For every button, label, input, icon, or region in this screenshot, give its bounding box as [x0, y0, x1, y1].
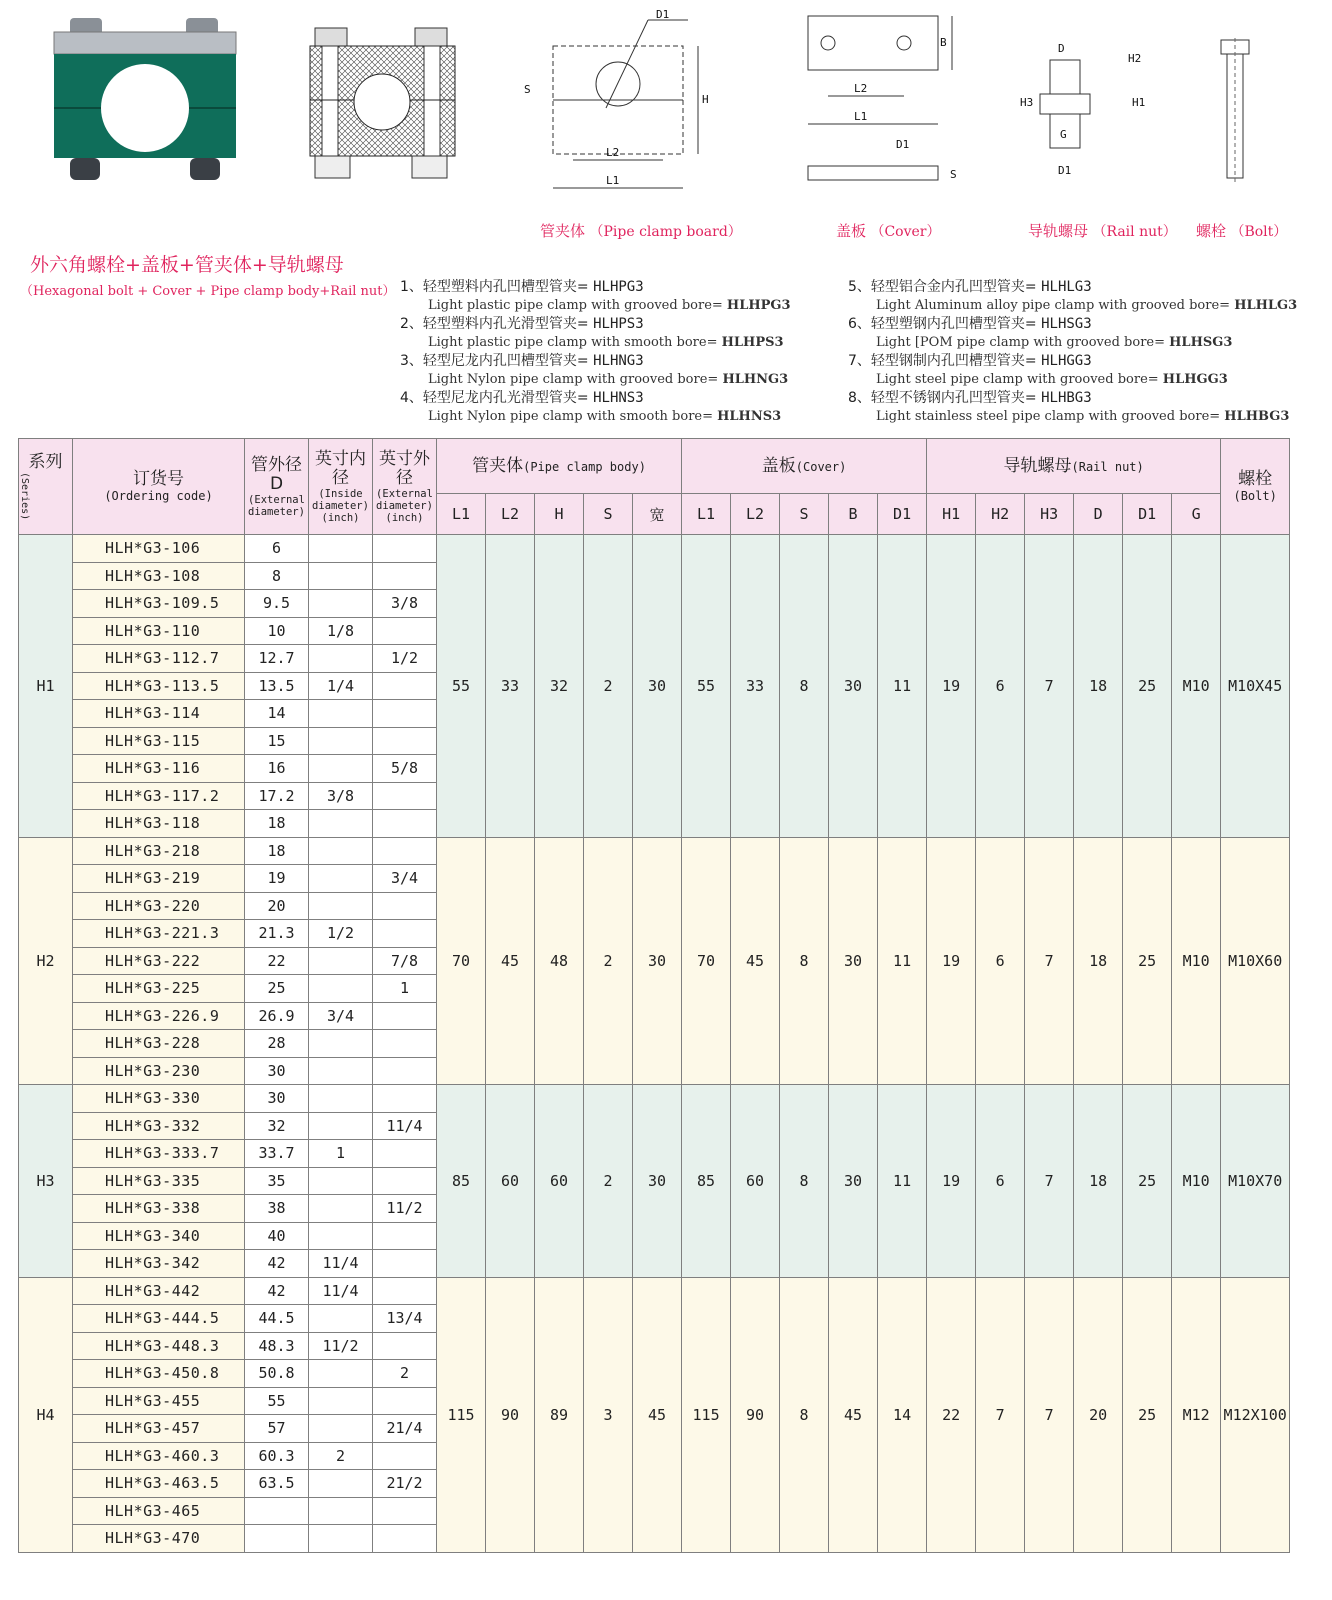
dimension-cell: 18	[1074, 535, 1123, 838]
inch-inside-cell: 1/8	[309, 617, 373, 645]
dimension-cell: 115	[682, 1277, 731, 1552]
inch-inside-cell	[309, 645, 373, 673]
inch-inside-cell: 1/4	[309, 672, 373, 700]
dimension-cell: 2	[584, 1085, 633, 1278]
outer-diameter-cell: 15	[245, 727, 309, 755]
ordering-code-cell: HLH*G3-448.3	[73, 1332, 245, 1360]
ordering-code-cell: HLH*G3-118	[73, 810, 245, 838]
series-cell: H1	[19, 535, 73, 838]
inch-outside-cell	[373, 1057, 437, 1085]
outer-diameter-cell	[245, 1525, 309, 1553]
inch-outside-cell: 21/4	[373, 1415, 437, 1443]
dimension-cell: 19	[927, 1085, 976, 1278]
dimension-cell: 90	[486, 1277, 535, 1552]
dimension-cell: M10	[1172, 535, 1221, 838]
ordering-code-cell: HLH*G3-113.5	[73, 672, 245, 700]
dimension-cell: 30	[829, 837, 878, 1085]
inch-outside-cell: 21/2	[373, 1470, 437, 1498]
inch-outside-cell: 1/2	[373, 645, 437, 673]
outer-diameter-cell: 30	[245, 1057, 309, 1085]
dimension-cell: 8	[780, 1085, 829, 1278]
ordering-code-cell: HLH*G3-465	[73, 1497, 245, 1525]
dimension-cell: 70	[682, 837, 731, 1085]
inch-inside-cell	[309, 837, 373, 865]
dimension-cell: 89	[535, 1277, 584, 1552]
dimension-column-header: H3	[1025, 494, 1074, 535]
series-cell: H4	[19, 1277, 73, 1552]
type-item: 6、轻型塑钢内孔凹槽型管夹= HLHSG3 Light [POM pipe clamp with grooved bore= HLHSG3	[848, 316, 1233, 350]
dimension-column-header: L2	[486, 494, 535, 535]
dimension-column-header: L1	[437, 494, 486, 535]
inch-inside-cell	[309, 1415, 373, 1443]
outer-diameter-cell: 18	[245, 810, 309, 838]
inch-inside-cell: 11/4	[309, 1277, 373, 1305]
table-row	[19, 1085, 1290, 1113]
dimension-cell: 7	[1025, 1085, 1074, 1278]
ordering-code-cell: HLH*G3-335	[73, 1167, 245, 1195]
outer-diameter-cell: 32	[245, 1112, 309, 1140]
inch-outside-cell: 3/4	[373, 865, 437, 893]
dimension-cell: 7	[1025, 1277, 1074, 1552]
outer-diameter-cell: 48.3	[245, 1332, 309, 1360]
outer-diameter-cell: 35	[245, 1167, 309, 1195]
ordering-code-cell: HLH*G3-220	[73, 892, 245, 920]
svg-text:D1: D1	[896, 138, 910, 151]
ordering-code-cell: HLH*G3-442	[73, 1277, 245, 1305]
dimension-cell: 30	[633, 1085, 682, 1278]
rail-nut-drawing	[1010, 30, 1160, 190]
dimension-column-header: L1	[682, 494, 731, 535]
ordering-code-cell: HLH*G3-342	[73, 1250, 245, 1278]
dimension-cell: 115	[437, 1277, 486, 1552]
outer-diameter-header: 管外径D (External diameter)	[245, 439, 309, 535]
inch-inside-cell	[309, 1195, 373, 1223]
dimension-cell: 45	[731, 837, 780, 1085]
outer-diameter-cell: 26.9	[245, 1002, 309, 1030]
outer-diameter-cell: 42	[245, 1250, 309, 1278]
bolt-cell: M10X60	[1221, 837, 1290, 1085]
outer-diameter-cell: 17.2	[245, 782, 309, 810]
dimension-cell: M10	[1172, 1085, 1221, 1278]
dimension-cell: 6	[976, 837, 1025, 1085]
svg-text:L1: L1	[854, 110, 868, 123]
inch-inside-cell	[309, 947, 373, 975]
dimension-cell: 18	[1074, 1085, 1123, 1278]
inch-outside-cell	[373, 1250, 437, 1278]
dimension-cell: 8	[780, 837, 829, 1085]
section-drawing	[300, 20, 470, 190]
bolt-header: 螺栓 (Bolt)	[1221, 439, 1290, 535]
dimension-cell: 7	[1025, 837, 1074, 1085]
inch-inside-cell	[309, 1470, 373, 1498]
outer-diameter-cell: 12.7	[245, 645, 309, 673]
caption-rail-nut: 导轨螺母 （Rail nut）	[1028, 222, 1177, 240]
dimension-cell: 45	[829, 1277, 878, 1552]
inch-outside-cell	[373, 1442, 437, 1470]
outer-diameter-cell: 18	[245, 837, 309, 865]
outer-diameter-cell: 25	[245, 975, 309, 1003]
outer-diameter-cell: 22	[245, 947, 309, 975]
inch-inside-cell: 11/4	[309, 1250, 373, 1278]
ordering-code-cell: HLH*G3-340	[73, 1222, 245, 1250]
dimension-cell: 60	[731, 1085, 780, 1278]
ordering-code-cell: HLH*G3-463.5	[73, 1470, 245, 1498]
inch-inside-cell	[309, 562, 373, 590]
clamp-board-drawing	[518, 8, 728, 198]
cover-drawing	[800, 8, 970, 198]
dimension-column-header: D	[1074, 494, 1123, 535]
type-item: 3、轻型尼龙内孔凹槽型管夹= HLHNG3 Light Nylon pipe clamp with grooved bore= HLHNG3	[400, 353, 789, 387]
outer-diameter-cell: 30	[245, 1085, 309, 1113]
ordering-code-cell: HLH*G3-110	[73, 617, 245, 645]
type-item: 4、轻型尼龙内孔光滑型管夹= HLHNS3 Light Nylon pipe clamp with smooth bore= HLHNS3	[400, 390, 782, 424]
outer-diameter-cell: 10	[245, 617, 309, 645]
inch-outside-cell	[373, 1277, 437, 1305]
outer-diameter-cell: 38	[245, 1195, 309, 1223]
dimension-cell: 11	[878, 535, 927, 838]
svg-text:G: G	[1060, 128, 1067, 141]
outer-diameter-cell: 19	[245, 865, 309, 893]
svg-text:H: H	[702, 93, 709, 106]
dimension-cell: 22	[927, 1277, 976, 1552]
inch-outside-cell	[373, 1222, 437, 1250]
ordering-code-cell: HLH*G3-444.5	[73, 1305, 245, 1333]
inch-inside-cell	[309, 1497, 373, 1525]
dimension-cell: 48	[535, 837, 584, 1085]
dimension-cell: 33	[486, 535, 535, 838]
outer-diameter-cell: 44.5	[245, 1305, 309, 1333]
dimension-cell: 2	[584, 535, 633, 838]
dimension-column-header: B	[829, 494, 878, 535]
inch-inside-cell	[309, 975, 373, 1003]
inch-outside-cell	[373, 727, 437, 755]
outer-diameter-cell: 6	[245, 535, 309, 563]
dimension-cell: M12	[1172, 1277, 1221, 1552]
ordering-code-cell: HLH*G3-330	[73, 1085, 245, 1113]
outer-diameter-cell: 55	[245, 1387, 309, 1415]
ordering-code-cell: HLH*G3-450.8	[73, 1360, 245, 1388]
bolt-cell: M10X70	[1221, 1085, 1290, 1278]
type-item: 1、轻型塑料内孔凹槽型管夹= HLHPG3 Light plastic pipe clamp with grooved bore= HLHPG3	[400, 279, 791, 313]
svg-text:D1: D1	[656, 8, 670, 21]
inch-outside-cell	[373, 1497, 437, 1525]
inch-outside-cell: 11/2	[373, 1195, 437, 1223]
type-item: 7、轻型钢制内孔凹槽型管夹= HLHGG3 Light steel pipe clamp with grooved bore= HLHGG3	[848, 353, 1228, 387]
type-list-left	[400, 278, 791, 426]
dimension-cell: 8	[780, 1277, 829, 1552]
ordering-code-cell: HLH*G3-109.5	[73, 590, 245, 618]
dimension-column-header: D1	[1123, 494, 1172, 535]
inch-inside-cell	[309, 810, 373, 838]
bolt-cell: M10X45	[1221, 535, 1290, 838]
dimension-cell: 45	[633, 1277, 682, 1552]
inch-inside-cell	[309, 865, 373, 893]
inch-inside-cell	[309, 700, 373, 728]
dimension-cell: 30	[829, 535, 878, 838]
svg-text:L1: L1	[606, 174, 620, 187]
dimension-cell: 25	[1123, 837, 1172, 1085]
outer-diameter-cell: 60.3	[245, 1442, 309, 1470]
inch-inside-cell	[309, 1112, 373, 1140]
ordering-code-cell: HLH*G3-114	[73, 700, 245, 728]
table-row	[19, 1277, 1290, 1305]
inch-inside-cell: 3/8	[309, 782, 373, 810]
outer-diameter-cell: 13.5	[245, 672, 309, 700]
dimension-column-header: 宽	[633, 494, 682, 535]
type-item: 5、轻型铝合金内孔凹型管夹= HLHLG3 Light Aluminum alloy pipe clamp with grooved bore= HLHLG3	[848, 279, 1298, 313]
rail-nut-header: 导轨螺母(Rail nut)	[927, 439, 1221, 494]
inch-inside-cell: 11/2	[309, 1332, 373, 1360]
dimension-cell: 55	[682, 535, 731, 838]
bolt-drawing	[1215, 38, 1255, 183]
inch-outside-cell	[373, 562, 437, 590]
inch-inside-cell	[309, 1167, 373, 1195]
inch-outside-cell: 3/8	[373, 590, 437, 618]
dimension-cell: 14	[878, 1277, 927, 1552]
inch-outside-cell	[373, 920, 437, 948]
spec-body	[19, 535, 1290, 1553]
dimension-column-header: G	[1172, 494, 1221, 535]
dimension-cell: 55	[437, 535, 486, 838]
outer-diameter-cell: 21.3	[245, 920, 309, 948]
inch-inside-cell	[309, 590, 373, 618]
svg-text:H3: H3	[1020, 96, 1034, 109]
dimension-column-header: H1	[927, 494, 976, 535]
inch-outside-cell: 2	[373, 1360, 437, 1388]
dimension-cell: 8	[780, 535, 829, 838]
inch-outside-cell	[373, 1085, 437, 1113]
inch-outside-cell	[373, 617, 437, 645]
inch-inside-cell	[309, 1030, 373, 1058]
ordering-code-cell: HLH*G3-112.7	[73, 645, 245, 673]
dimension-cell: 32	[535, 535, 584, 838]
ordering-code-cell: HLH*G3-106	[73, 535, 245, 563]
outer-diameter-cell: 28	[245, 1030, 309, 1058]
dimension-cell: 25	[1123, 1277, 1172, 1552]
inch-outside-header: 英寸外径 (External diameter) (inch)	[373, 439, 437, 535]
inch-inside-cell	[309, 1085, 373, 1113]
dimension-cell: 70	[437, 837, 486, 1085]
inch-outside-cell: 5/8	[373, 755, 437, 783]
dimension-cell: M10	[1172, 837, 1221, 1085]
inch-inside-cell	[309, 1222, 373, 1250]
outer-diameter-cell: 57	[245, 1415, 309, 1443]
inch-inside-cell	[309, 1387, 373, 1415]
svg-text:S: S	[524, 83, 531, 96]
inch-outside-cell	[373, 1332, 437, 1360]
dimension-cell: 6	[976, 535, 1025, 838]
inch-inside-cell	[309, 535, 373, 563]
dimension-cell: 6	[976, 1085, 1025, 1278]
inch-outside-cell: 11/4	[373, 1112, 437, 1140]
clamp-body-header: 管夹体(Pipe clamp body)	[437, 439, 682, 494]
dimension-cell: 11	[878, 1085, 927, 1278]
outer-diameter-cell: 20	[245, 892, 309, 920]
outer-diameter-cell: 14	[245, 700, 309, 728]
outer-diameter-cell: 16	[245, 755, 309, 783]
dimension-column-header: S	[780, 494, 829, 535]
ordering-code-cell: HLH*G3-338	[73, 1195, 245, 1223]
dimension-column-header: H2	[976, 494, 1025, 535]
inch-outside-cell	[373, 700, 437, 728]
ordering-code-cell: HLH*G3-332	[73, 1112, 245, 1140]
series-cell: H3	[19, 1085, 73, 1278]
dimension-cell: 60	[486, 1085, 535, 1278]
inch-inside-cell	[309, 727, 373, 755]
type-item: 2、轻型塑料内孔光滑型管夹= HLHPS3 Light plastic pipe clamp with smooth bore= HLHPS3	[400, 316, 784, 350]
dimension-cell: 7	[1025, 535, 1074, 838]
ordering-code-cell: HLH*G3-230	[73, 1057, 245, 1085]
inch-outside-cell	[373, 1525, 437, 1553]
type-list-right	[848, 278, 1297, 426]
dimension-cell: 2	[584, 837, 633, 1085]
inch-outside-cell: 1	[373, 975, 437, 1003]
caption-cover: 盖板 （Cover）	[836, 222, 941, 240]
spec-table	[18, 438, 1290, 1553]
inch-inside-header: 英寸内径 (Inside diameter) (inch)	[309, 439, 373, 535]
ordering-code-cell: HLH*G3-222	[73, 947, 245, 975]
outer-diameter-cell: 50.8	[245, 1360, 309, 1388]
dimension-cell: 85	[682, 1085, 731, 1278]
inch-outside-cell	[373, 535, 437, 563]
inch-inside-cell	[309, 1057, 373, 1085]
inch-outside-cell	[373, 1030, 437, 1058]
table-row	[19, 837, 1290, 865]
inch-inside-cell: 3/4	[309, 1002, 373, 1030]
ordering-code-cell: HLH*G3-455	[73, 1387, 245, 1415]
inch-inside-cell	[309, 1360, 373, 1388]
ordering-code-cell: HLH*G3-225	[73, 975, 245, 1003]
dimension-cell: 45	[486, 837, 535, 1085]
assembly-title: 外六角螺栓+盖板+管夹体+导轨螺母	[30, 254, 344, 276]
inch-inside-cell	[309, 755, 373, 783]
type-item: 8、轻型不锈钢内孔凹型管夹= HLHBG3 Light stainless steel pipe clamp with grooved bore= HLHBG3	[848, 390, 1290, 424]
dimension-cell: 30	[829, 1085, 878, 1278]
inch-outside-cell: 13/4	[373, 1305, 437, 1333]
inch-outside-cell	[373, 837, 437, 865]
dimension-column-header: S	[584, 494, 633, 535]
ordering-code-cell: HLH*G3-219	[73, 865, 245, 893]
inch-inside-cell: 1	[309, 1140, 373, 1168]
cover-header: 盖板(Cover)	[682, 439, 927, 494]
dimension-column-header: D1	[878, 494, 927, 535]
dimension-cell: 60	[535, 1085, 584, 1278]
outer-diameter-cell: 33.7	[245, 1140, 309, 1168]
inch-outside-cell	[373, 1387, 437, 1415]
svg-text:B: B	[940, 36, 947, 49]
svg-text:H2: H2	[1128, 52, 1142, 65]
outer-diameter-cell	[245, 1497, 309, 1525]
assembly-subtitle: （Hexagonal bolt + Cover + Pipe clamp body+Rail nut）	[20, 284, 396, 299]
outer-diameter-cell: 40	[245, 1222, 309, 1250]
ordering-code-cell: HLH*G3-228	[73, 1030, 245, 1058]
series-cell: H2	[19, 837, 73, 1085]
ordering-code-cell: HLH*G3-460.3	[73, 1442, 245, 1470]
inch-inside-cell	[309, 892, 373, 920]
inch-outside-cell: 7/8	[373, 947, 437, 975]
dimension-cell: 3	[584, 1277, 633, 1552]
ordering-code-cell: HLH*G3-218	[73, 837, 245, 865]
bolt-cell: M12X100	[1221, 1277, 1290, 1552]
inch-inside-cell	[309, 1305, 373, 1333]
dimension-column-header: L2	[731, 494, 780, 535]
caption-bolt: 螺栓 （Bolt）	[1196, 222, 1288, 240]
svg-text:D1: D1	[1058, 164, 1072, 177]
dimension-cell: 85	[437, 1085, 486, 1278]
inch-outside-cell	[373, 810, 437, 838]
svg-text:D: D	[1058, 42, 1065, 55]
pipe-clamp-photo	[40, 10, 250, 190]
ordering-code-cell: HLH*G3-221.3	[73, 920, 245, 948]
ordering-code-cell: HLH*G3-116	[73, 755, 245, 783]
svg-text:L2: L2	[606, 146, 620, 159]
series-header: 系列 (Series)	[19, 439, 73, 535]
dimension-cell: 20	[1074, 1277, 1123, 1552]
dimension-column-header: H	[535, 494, 584, 535]
dimension-cell: 25	[1123, 535, 1172, 838]
ordering-code-cell: HLH*G3-457	[73, 1415, 245, 1443]
caption-clamp-board: 管夹体 （Pipe clamp board）	[540, 222, 742, 240]
ordering-code-cell: HLH*G3-108	[73, 562, 245, 590]
ordering-code-cell: HLH*G3-117.2	[73, 782, 245, 810]
ordering-code-cell: HLH*G3-115	[73, 727, 245, 755]
inch-inside-cell: 2	[309, 1442, 373, 1470]
dimension-cell: 30	[633, 837, 682, 1085]
dimension-cell: 30	[633, 535, 682, 838]
dimension-cell: 18	[1074, 837, 1123, 1085]
dimension-cell: 25	[1123, 1085, 1172, 1278]
inch-outside-cell	[373, 782, 437, 810]
dimension-cell: 19	[927, 837, 976, 1085]
inch-outside-cell	[373, 1167, 437, 1195]
dimension-cell: 19	[927, 535, 976, 838]
outer-diameter-cell: 9.5	[245, 590, 309, 618]
ordering-code-header: 订货号 (Ordering code)	[73, 439, 245, 535]
inch-outside-cell	[373, 892, 437, 920]
dimension-cell: 90	[731, 1277, 780, 1552]
ordering-code-cell: HLH*G3-333.7	[73, 1140, 245, 1168]
ordering-code-cell: HLH*G3-470	[73, 1525, 245, 1553]
inch-outside-cell	[373, 672, 437, 700]
svg-text:L2: L2	[854, 82, 868, 95]
inch-inside-cell	[309, 1525, 373, 1553]
dimension-cell: 33	[731, 535, 780, 838]
ordering-code-cell: HLH*G3-226.9	[73, 1002, 245, 1030]
svg-text:H1: H1	[1132, 96, 1146, 109]
svg-text:S: S	[950, 168, 957, 181]
dimension-cell: 7	[976, 1277, 1025, 1552]
outer-diameter-cell: 42	[245, 1277, 309, 1305]
outer-diameter-cell: 63.5	[245, 1470, 309, 1498]
inch-inside-cell: 1/2	[309, 920, 373, 948]
table-row	[19, 535, 1290, 563]
inch-outside-cell	[373, 1140, 437, 1168]
inch-outside-cell	[373, 1002, 437, 1030]
dimension-cell: 11	[878, 837, 927, 1085]
outer-diameter-cell: 8	[245, 562, 309, 590]
